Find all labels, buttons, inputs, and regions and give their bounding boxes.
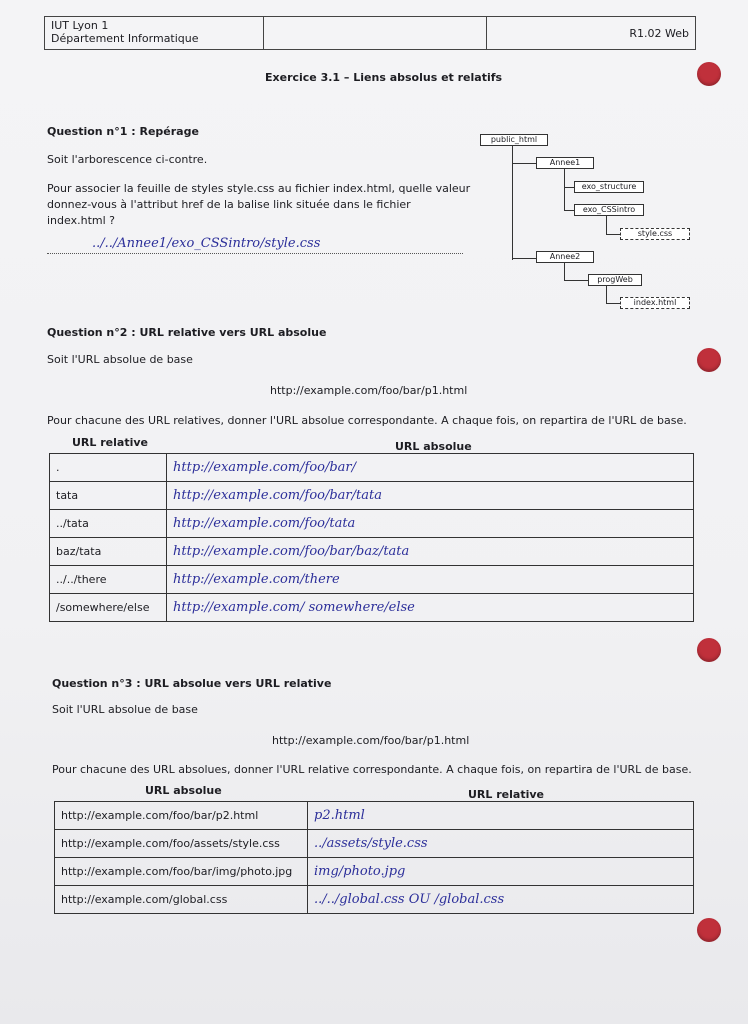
tree-file-style-css: style.css [620,228,690,240]
q1-intro: Soit l'arborescence ci-contre. [47,153,208,166]
tree-node-annee1: Annee1 [536,157,594,169]
q1-text-line2: donnez-vous à l'attribut href de la balise link située dans le fichier [47,198,411,211]
tree-node-progweb: progWeb [588,274,642,286]
q2-base-url: http://example.com/foo/bar/p1.html [270,384,468,397]
table-cell-handwritten: http://example.com/foo/bar/baz/tata [167,538,694,566]
q1-heading: Question n°1 : Repérage [47,125,199,138]
q2-table-row [50,510,694,538]
q1-text-line3: index.html ? [47,214,115,227]
tree-node-exo-cssintro: exo_CSSintro [574,204,644,216]
table-cell-printed: ../../there [50,566,167,594]
q2-intro: Soit l'URL absolue de base [47,353,193,366]
table-cell-handwritten: ../assets/style.css [308,830,694,858]
table-cell-printed: http://example.com/foo/bar/img/photo.jpg [55,858,308,886]
tree-node-annee2: Annee2 [536,251,594,263]
q2-table-row [50,538,694,566]
q3-table-row [55,830,694,858]
table-cell-handwritten: http://example.com/foo/bar/tata [167,482,694,510]
table-cell-printed: http://example.com/foo/assets/style.css [55,830,308,858]
course-code: R1.02 Web [629,26,689,40]
tree-file-index-html: index.html [620,297,690,309]
header-box [44,16,696,50]
q2-table-row [50,454,694,482]
table-cell-handwritten: http://example.com/ somewhere/else [167,594,694,622]
table-cell-printed: ../tata [50,510,167,538]
q2-table-row [50,482,694,510]
q3-instructions: Pour chacune des URL absolues, donner l'URL relative correspondante. A chaque fois, on repartira de l'URL de base. [52,763,692,776]
table-cell-printed: baz/tata [50,538,167,566]
q2-table [49,453,694,622]
table-cell-printed: . [50,454,167,482]
q3-base-url: http://example.com/foo/bar/p1.html [272,734,470,747]
punch-hole [697,918,721,942]
q1-answer: ../../Annee1/exo_CSSintro/style.css [92,236,321,251]
punch-hole [697,638,721,662]
q2-table-row [50,566,694,594]
q3-intro: Soit l'URL absolue de base [52,703,198,716]
tree-node-public-html: public_html [480,134,548,146]
table-cell-handwritten: p2.html [308,802,694,830]
q3-table-row [55,886,694,914]
table-cell-printed: http://example.com/global.css [55,886,308,914]
q3-table-row [55,858,694,886]
punch-hole [697,348,721,372]
page-title: Exercice 3.1 – Liens absolus et relatifs [265,71,503,84]
table-cell-handwritten: http://example.com/there [167,566,694,594]
q2-table-row [50,594,694,622]
q2-col-relative: URL relative [72,436,148,449]
table-cell-printed: tata [50,482,167,510]
q3-table-row [55,802,694,830]
table-cell-handwritten: ../../global.css OU /global.css [308,886,694,914]
q2-col-absolute: URL absolue [395,440,472,453]
table-cell-handwritten: img/photo.jpg [308,858,694,886]
q3-col-absolute: URL absolue [145,784,222,797]
tree-node-exo-structure: exo_structure [574,181,644,193]
q2-heading: Question n°2 : URL relative vers URL absolue [47,326,327,339]
table-cell-printed: /somewhere/else [50,594,167,622]
q3-table [54,801,694,914]
table-cell-handwritten: http://example.com/foo/bar/ [167,454,694,482]
q3-heading: Question n°3 : URL absolue vers URL relative [52,677,332,690]
q3-col-relative: URL relative [468,788,544,801]
q1-text-line1: Pour associer la feuille de styles style.css au fichier index.html, quelle valeur [47,182,471,195]
department-name: Département Informatique [51,32,199,45]
table-cell-printed: http://example.com/foo/bar/p2.html [55,802,308,830]
school-name: IUT Lyon 1 [51,19,109,32]
q2-instructions: Pour chacune des URL relatives, donner l'URL absolue correspondante. A chaque fois, on repartira de l'URL de base. [47,414,687,427]
table-cell-handwritten: http://example.com/foo/tata [167,510,694,538]
q1-answer-line [47,253,463,254]
punch-hole [697,62,721,86]
